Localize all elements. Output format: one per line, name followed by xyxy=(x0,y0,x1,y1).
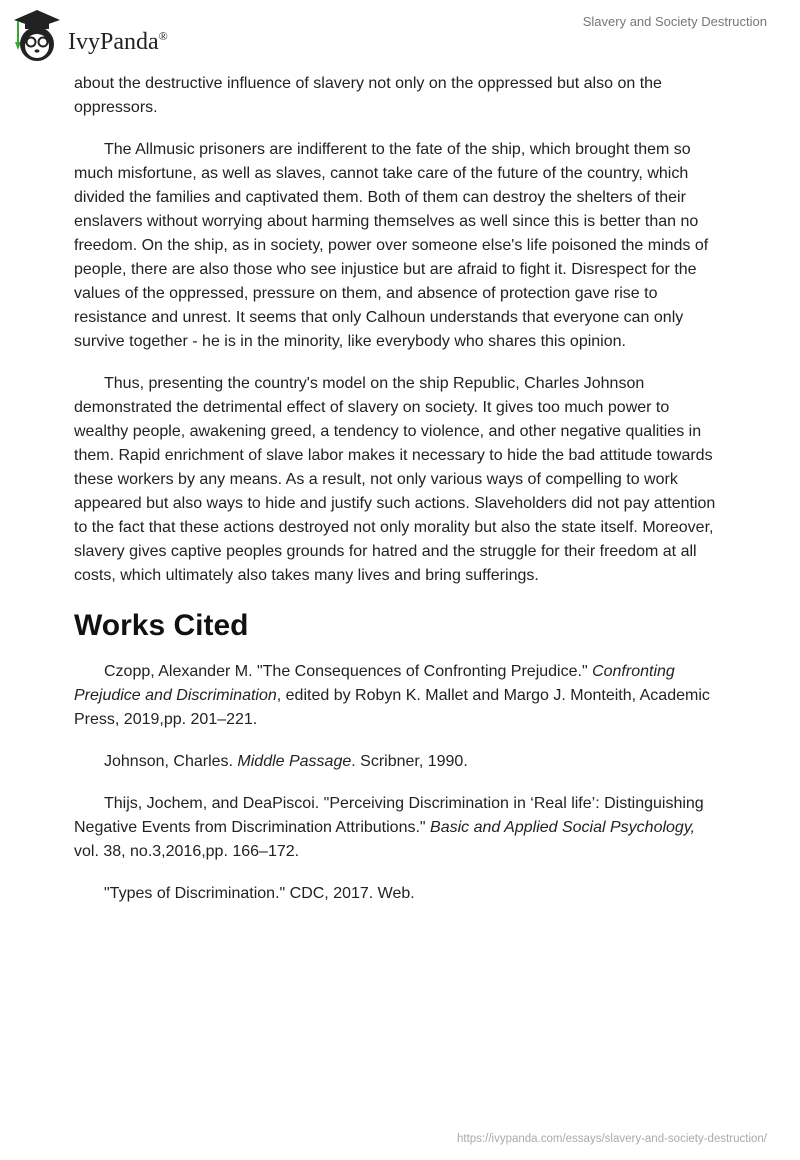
logo-text xyxy=(68,29,168,56)
registered-mark: ® xyxy=(158,28,168,43)
logo-name: IvyPanda xyxy=(68,28,159,55)
essay-body xyxy=(74,72,722,924)
paragraph: about the destructive influence of slavery not only on the oppressed but also on the oppressors. xyxy=(74,75,662,116)
panda-graduate-icon xyxy=(12,8,62,64)
citation-text: vol. 38, no.3,2016,pp. 166–172. xyxy=(74,843,300,860)
citation-text: . Scribner, 1990. xyxy=(351,753,468,770)
citation-text: Thijs, Jochem, and DeaPiscoi. "Perceiving Discrimination in ‘Real life’: Distinguishing Negative Events from Discrimination Attributions." xyxy=(74,795,704,836)
citation-text: "Types of Discrimination." CDC, 2017. Web. xyxy=(104,885,415,902)
citation-title: Middle Passage xyxy=(237,753,352,770)
source-url[interactable]: https://ivypanda.com/essays/slavery-and-society-destruction/ xyxy=(457,1133,767,1145)
citation-text: Johnson, Charles. xyxy=(104,753,238,770)
citation-title: Basic and Applied Social Psychology, xyxy=(430,819,696,836)
ivypanda-logo[interactable] xyxy=(12,8,168,64)
citation xyxy=(74,792,722,864)
works-cited-heading: Works Cited xyxy=(74,609,249,642)
citation xyxy=(74,750,722,774)
paragraph: The Allmusic prisoners are indifferent to the fate of the ship, which brought them so much misfortune, as well as slaves, cannot take care of the future of the country, which divided the families and captivated them. Both of them can destroy the shelters of their enslavers without worrying about harming themselves as well since this is better than no freedom. On the ship, as in society, power over someone else's life poisoned the minds of people, there are also those who see injustice but are afraid to fight it. Disrespect for the values of the oppressed, pressure on them, and absence of protection gave rise to resistance and unrest. It seems that only Calhoun understands that everyone can only survive together - he is in the minority, like everybody who shares this opinion. xyxy=(74,141,709,350)
citation-text: Czopp, Alexander M. "The Consequences of Confronting Prejudice." xyxy=(104,663,593,680)
document-title: Slavery and Society Destruction xyxy=(582,14,767,29)
paragraph: Thus, presenting the country's model on the ship Republic, Charles Johnson demonstrated the detrimental effect of slavery on society. It gives too much power to wealthy people, awakening greed, a tendency to violence, and other negative qualities in them. Rapid enrichment of slave labor makes it necessary to hide the bad attitude towards these workers by any means. As a result, not only various ways of compelling to work appeared but also ways to hide and justify such actions. Slaveholders did not pay attention to the fact that these actions destroyed not only morality but also the state itself. Moreover, slavery gives captive peoples grounds for hatred and the struggle for their freedom at all costs, which ultimately also takes many lives and bring sufferings. xyxy=(74,375,716,584)
citation xyxy=(74,660,722,732)
citation xyxy=(74,882,722,906)
citation-title: Confronting Prejudice and Discrimination xyxy=(74,663,675,704)
citation-text: , edited by Robyn K. Mallet and Margo J. Monteith, Academic Press, 2019,pp. 201–221. xyxy=(74,687,710,728)
